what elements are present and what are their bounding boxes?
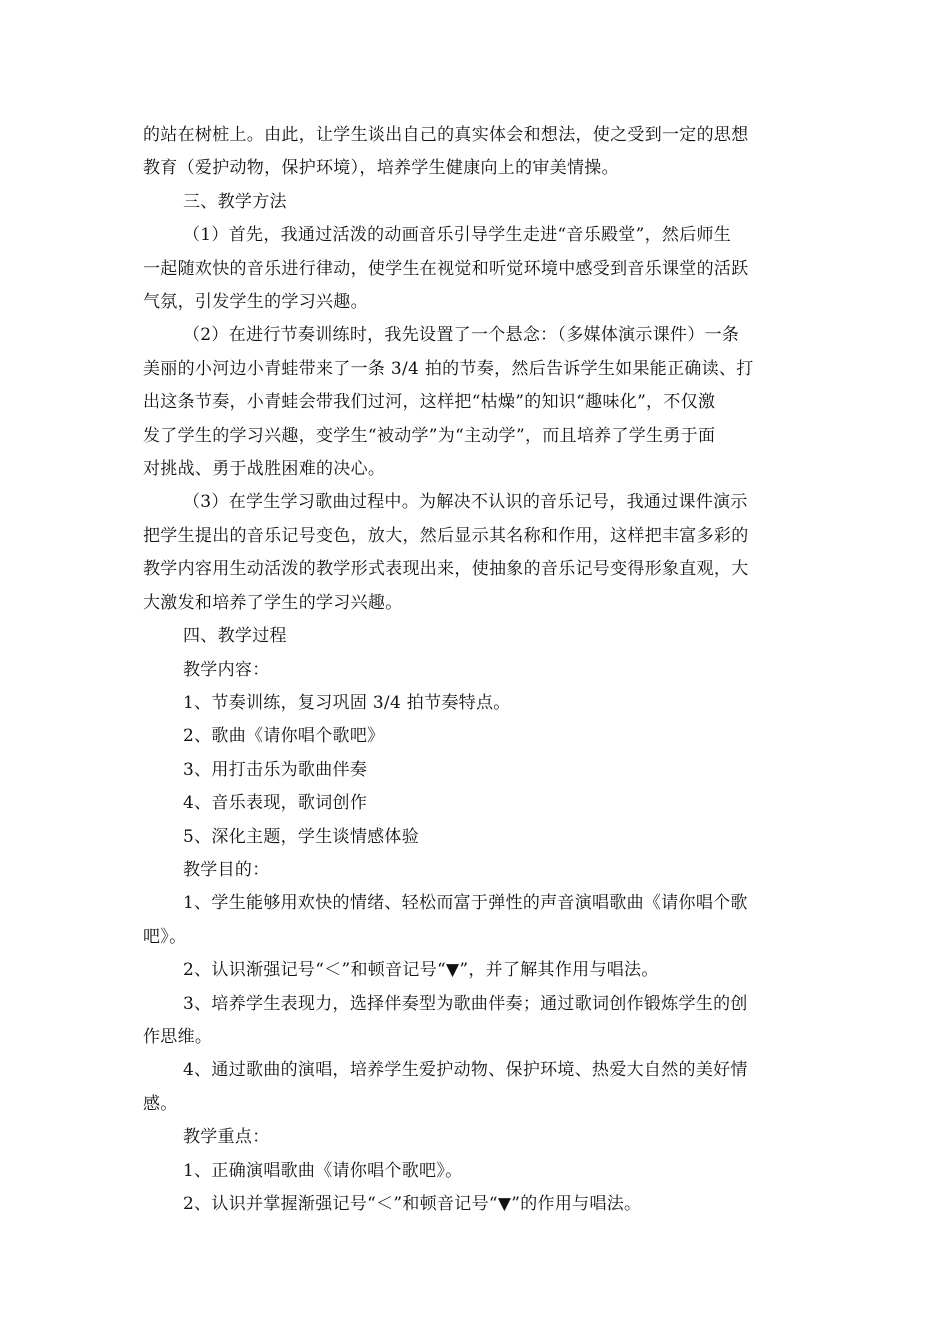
text-line: 对挑战、勇于战胜困难的决心。 xyxy=(143,459,386,480)
text-line: 教育（爱护动物，保护环境），培养学生健康向上的审美情操。 xyxy=(143,158,619,179)
text-line: 美丽的小河边小青蛙带来了一条 3/4 拍的节奏，然后告诉学生如果能正确读、打 xyxy=(143,358,754,379)
text-line: 大激发和培养了学生的学习兴趣。 xyxy=(143,592,403,613)
section-heading: 三、教学方法 xyxy=(183,191,287,212)
text-line: （3）在学生学习歌曲过程中。为解决不认识的音乐记号，我通过课件演示 xyxy=(183,492,748,513)
subheading: 教学目的： xyxy=(183,859,270,880)
document-page xyxy=(143,119,811,1221)
text-line: 的站在树桩上。由此，让学生谈出自己的真实体会和想法，使之受到一定的思想 xyxy=(143,125,749,145)
text-line: 一起随欢快的音乐进行律动，使学生在视觉和听觉环境中感受到音乐课堂的活跃 xyxy=(143,258,749,279)
list-item: 4、通过歌曲的演唱，培养学生爱护动物、保护环境、热爱大自然的美好情 xyxy=(183,1060,748,1081)
section-heading: 四、教学过程 xyxy=(183,626,287,647)
text-line: 气氛，引发学生的学习兴趣。 xyxy=(143,292,368,313)
text-line: 作思维。 xyxy=(143,1026,213,1047)
list-item: 1、节奏训练，复习巩固 3/4 拍节奏特点。 xyxy=(183,692,511,713)
text-line: 把学生提出的音乐记号变色，放大，然后显示其名称和作用，这样把丰富多彩的 xyxy=(143,525,749,546)
list-item: 2、歌曲《请你唱个歌吧》 xyxy=(183,726,385,747)
text-line: 发了学生的学习兴趣，变学生“被动学”为“主动学”，而且培养了学生勇于面 xyxy=(143,425,716,446)
list-item: 1、学生能够用欢快的情绪、轻松而富于弹性的声音演唱歌曲《请你唱个歌 xyxy=(183,893,748,914)
text-line: 出这条节奏，小青蛙会带我们过河，这样把“枯燥”的知识“趣味化”，不仅激 xyxy=(143,392,716,413)
list-item: 3、用打击乐为歌曲伴奏 xyxy=(183,759,368,780)
text-line: 感。 xyxy=(143,1093,178,1114)
text-line: 吧》。 xyxy=(143,926,187,947)
text-line: （1）首先，我通过活泼的动画音乐引导学生走进“音乐殿堂”，然后师生 xyxy=(183,225,732,246)
list-item: 4、音乐表现，歌词创作 xyxy=(183,793,368,814)
list-item: 2、认识并掌握渐强记号“＜”和顿音记号“▼”的作用与唱法。 xyxy=(183,1194,642,1214)
text-line: （2）在进行节奏训练时，我先设置了一个悬念：（多媒体演示课件）一条 xyxy=(183,325,740,346)
subheading: 教学重点： xyxy=(183,1127,270,1148)
list-item: 5、深化主题，学生谈情感体验 xyxy=(183,826,420,847)
list-item: 1、正确演唱歌曲《请你唱个歌吧》。 xyxy=(183,1160,463,1181)
text-line: 教学内容用生动活泼的教学形式表现出来，使抽象的音乐记号变得形象直观，大 xyxy=(143,559,749,580)
list-item: 3、培养学生表现力，选择伴奏型为歌曲伴奏；通过歌词创作锻炼学生的创 xyxy=(183,993,748,1014)
list-item: 2、认识渐强记号“＜”和顿音记号“▼”，并了解其作用与唱法。 xyxy=(183,960,659,981)
subheading: 教学内容： xyxy=(183,659,270,680)
